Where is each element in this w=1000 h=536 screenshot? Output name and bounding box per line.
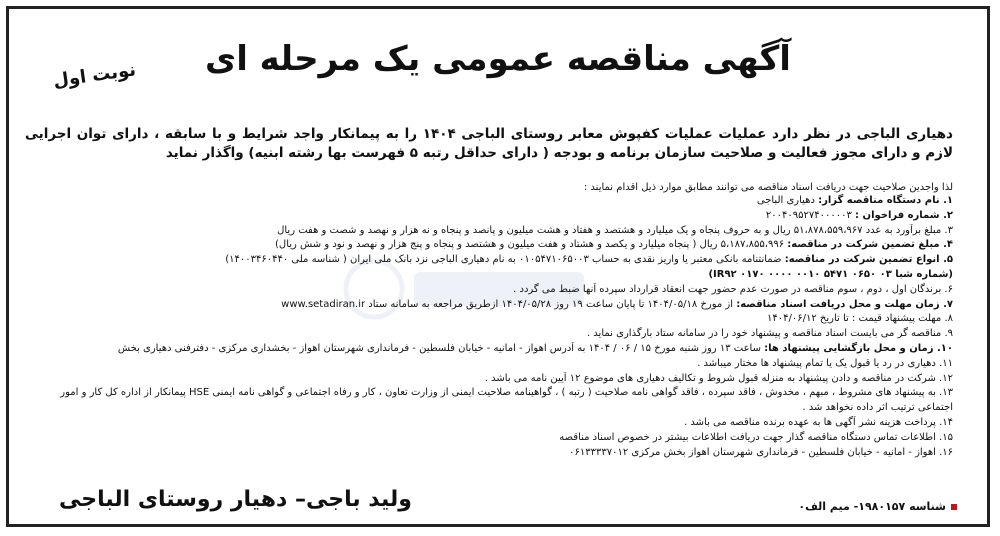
- condition-value: ۱۳. به پیشنهاد های مشروط ، مبهم ، مخدوش ، فاقد سپرده ، فاقد گواهی نامه صلاحیت ( رتبه ) ، گواهینامه صلاحیت ایمنی از وزارت تعاون ، کار و رفاه اجتماعی و گواهی نامه ایمنی HSE پیمانکار از اداره کل کار و امور اجتماعی ترتیب اثر داده نخواهد شد .: [60, 387, 953, 414]
- condition-item: [25, 342, 953, 357]
- condition-value: ساعت ۱۳ روز شنبه مورخ ۱۵ / ۰۶ / ۱۴۰۴ به آدرس اهواز - امانیه - خیابان فلسطین - فرمانداری شهرستان اهواز - بخشداری مرکزی - دفترفنی دهیاری بخش: [117, 342, 765, 354]
- condition-item: [25, 253, 953, 268]
- condition-item: [25, 283, 953, 298]
- condition-item: [25, 268, 953, 283]
- condition-item: [25, 327, 953, 342]
- condition-value: ۹. مناقصه گر می بایست اسناد مناقصه و پیشنهاد خود را در سامانه ستاد بارگذاری نماید .: [586, 328, 953, 340]
- condition-item: [25, 224, 953, 239]
- condition-value: ۱۶. اهواز - امانیه - خیابان فلسطین - فرمانداری شهرستان اهواز بخش مرکزی ۰۶۱۳۳۳۳۷۰۱۲: [569, 446, 953, 458]
- condition-label: (شماره شبا IR۹۲ ۰۱۷۰ ۰۰۰۰ ۰۰۱۰ ۵۴۷۱ ۰۶۵۰ ۰۳): [708, 268, 953, 280]
- conditions-list: [25, 194, 953, 460]
- condition-label: ۱۰. زمان و محل بازگشایی پیشنهاد ها:: [764, 342, 953, 354]
- condition-value: ضمانتنامه بانکی معتبر یا واریز نقدی به حساب ۰۱۰۵۴۷۱۰۶۵۰۰۳ به نام دهیاری الباجی نزد بانک ملی ایران ( شناسه ملی ۱۴۰۰۳۴۶۰۴۴۰): [225, 254, 785, 266]
- condition-value: ۵،۱۸۷،۸۵۵،۹۹۶ ریال ( پنجاه میلیارد و یکصد و هشتاد و هفت میلیون و هشتصد و پنجاه و پنج هزار و نهصد و نود و شش ریال): [275, 239, 788, 251]
- round-label: نوبت اول: [51, 59, 138, 92]
- intro-paragraph: دهیاری الباجی در نظر دارد عملیات عملیات کفپوش معابر روستای الباجی ۱۴۰۴ را به پیمانکار واجد شرایط و با سابقه ، دارای توان اجرایی لازم و دارای مجوز فعالیت و صلاحیت سازمان برنامه و بودجه ( دارای حداقل رتبه ۵ فهرست بها رشته ابنیه) واگذار نماید: [25, 126, 953, 161]
- condition-value: ۶. برندگان اول ، دوم ، سوم مناقصه در صورت عدم حضور جهت انعقاد قرارداد سپرده آنها ضبط می گردد .: [513, 283, 953, 295]
- condition-value: از مورخ ۱۴۰۴/۰۵/۱۸ تا پایان ساعت ۱۹ روز ۱۴۰۴/۰۵/۲۸ ازطریق مراجعه به سامانه ستاد www.setadiran.ir: [281, 298, 737, 310]
- ad-identifier: [798, 500, 957, 513]
- condition-value: دهیاری الباجی: [756, 195, 819, 206]
- condition-value: ۲۰۰۴۰۹۵۲۷۴۰۰۰۰۰۳: [765, 209, 856, 221]
- condition-label: ۲. شماره فراخوان :: [855, 209, 953, 221]
- condition-value: ۱۲. شرکت در مناقصه و دادن پیشنهاد به منزله قبول شروط و تکالیف دهیاری های موضوع ۱۲ آیین نامه می باشد .: [484, 372, 953, 384]
- signature: ولید باجی– دهیار روستای الباجی: [59, 487, 412, 512]
- condition-label: ۱. نام دستگاه مناقصه گزار:: [818, 195, 953, 206]
- condition-label: ۷. زمان مهلت و محل دریافت اسناد مناقصه:: [736, 298, 953, 310]
- condition-item: [25, 416, 953, 431]
- condition-item: [25, 446, 953, 461]
- condition-item: [25, 312, 953, 327]
- condition-item: [25, 386, 953, 416]
- condition-label: ۵. انواع تضمین شرکت در مناقصه:: [784, 254, 953, 266]
- condition-label: ۴. مبلغ تضمین شرکت در مناقصه:: [787, 239, 953, 251]
- condition-value: ۱۵. اطلاعات تماس دستگاه مناقصه گذار جهت دریافت اطلاعات بیشتر در خصوص اسناد مناقصه: [559, 431, 953, 443]
- intro-subtext: لذا واجدین صلاحیت جهت دریافت اسناد مناقصه می توانند مطابق موارد ذیل اقدام نمایند :: [583, 182, 953, 193]
- ad-id-text: شناسه ۱۹۸۰۱۵۷- میم الف۰: [798, 500, 946, 513]
- notice-frame: [6, 6, 990, 527]
- condition-item: [25, 194, 953, 209]
- condition-item: [25, 357, 953, 372]
- condition-item: [25, 238, 953, 253]
- notice-title: آگهی مناقصه عمومی یک مرحله ای: [205, 39, 791, 79]
- condition-value: ۳. مبلغ برآورد به عدد ۵۱،۸۷۸،۵۵۹،۹۶۷ ریال و به حروف پنجاه و یک میلیارد و هشتصد و هفتاد و هشت میلیون و پانصد و پنجاه و نه هزار و نهصد و شصت و هفت ریال: [277, 224, 953, 236]
- condition-item: [25, 298, 953, 313]
- condition-item: [25, 209, 953, 224]
- condition-value: ۱۱. دهیاری در رد یا قبول یک یا تمام پیشنهاد ها مختار میباشد .: [697, 357, 953, 369]
- condition-item: [25, 372, 953, 387]
- condition-item: [25, 431, 953, 446]
- condition-value: ۸. مهلت پیشنهاد قیمت : تا تاریخ ۱۴۰۴/۰۶/۱۲: [767, 313, 953, 325]
- red-square-icon: [951, 504, 957, 510]
- condition-value: ۱۴. پرداخت هزینه نشر آگهی ها به عهده برنده مناقصه می باشد .: [684, 416, 953, 428]
